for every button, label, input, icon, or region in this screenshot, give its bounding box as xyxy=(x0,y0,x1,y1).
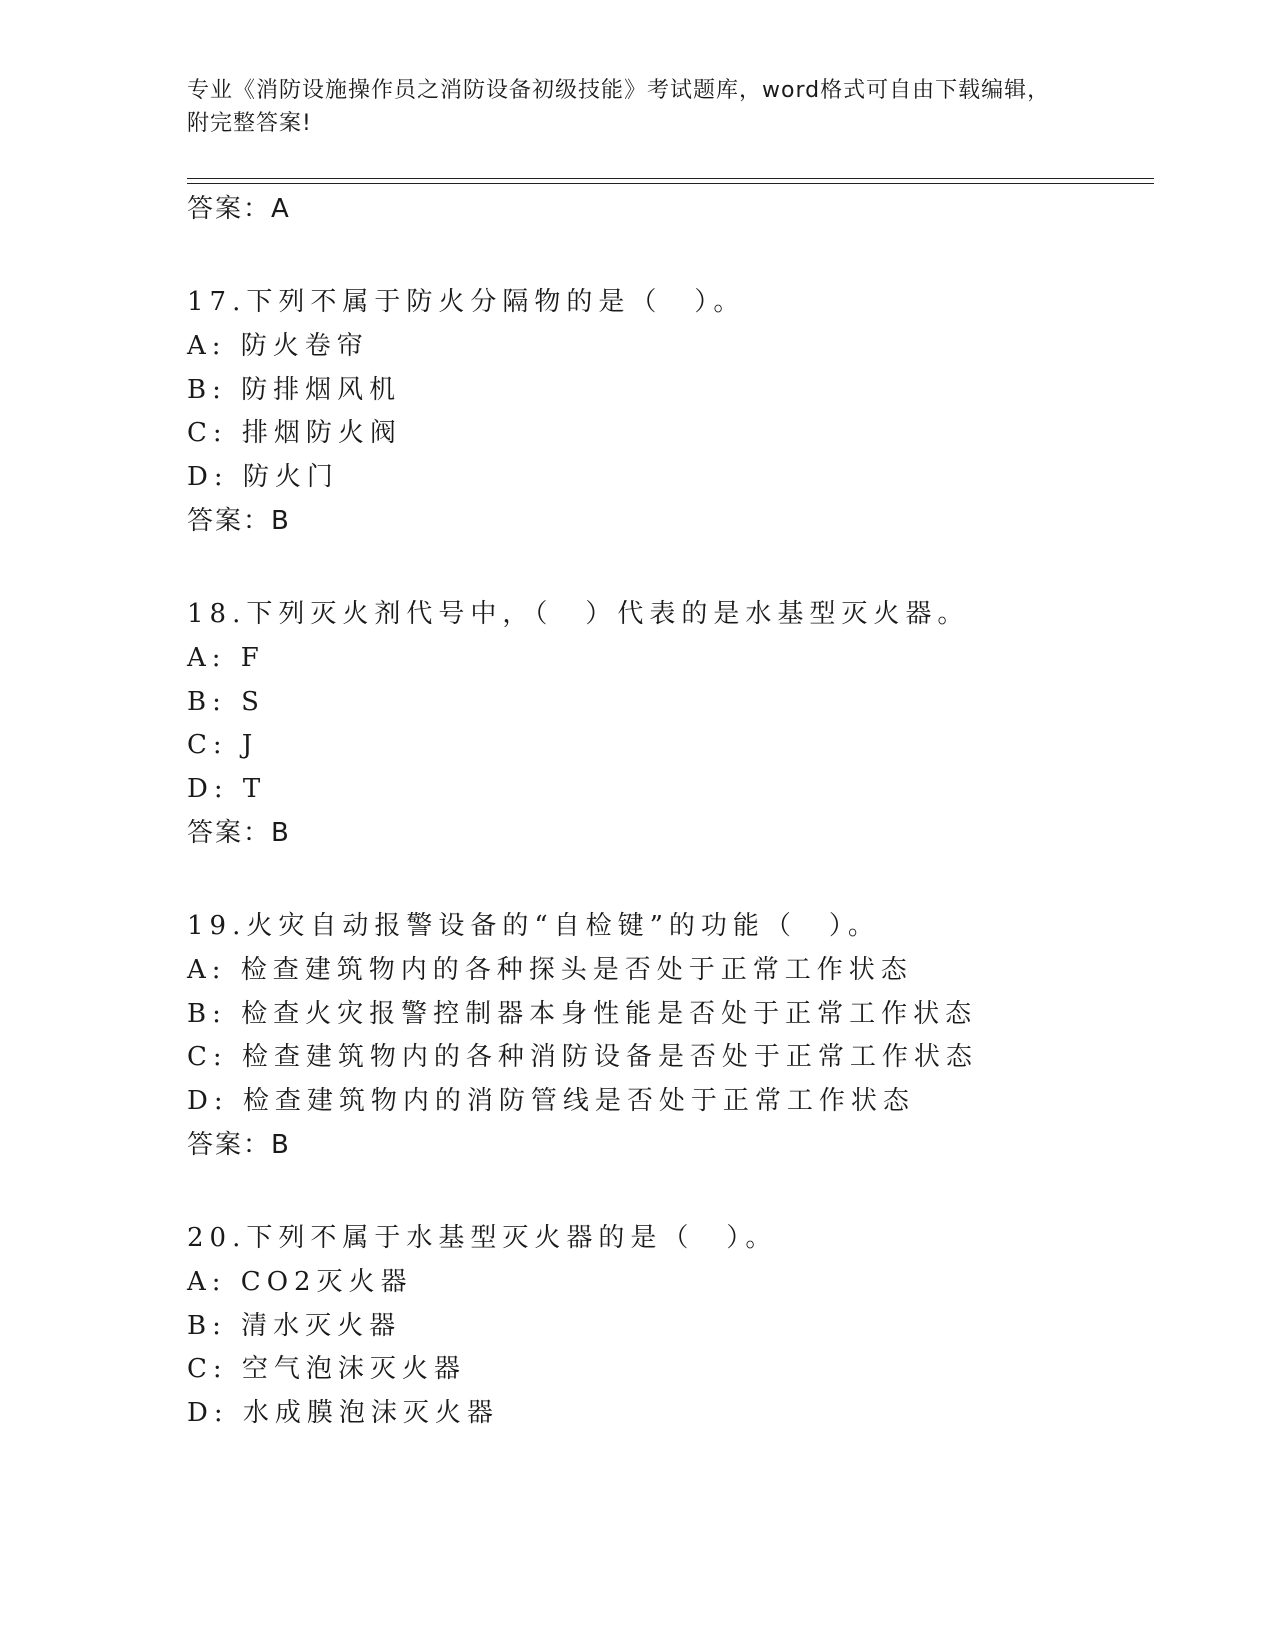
question-20-stem: 20.下列不属于水基型灭火器的是（ ）。 xyxy=(187,1223,778,1253)
question-19-option-d: D: 检查建筑物内的消防管线是否处于正常工作状态 xyxy=(187,1086,915,1116)
question-17-stem: 17.下列不属于防火分隔物的是（ ）。 xyxy=(187,287,746,317)
question-19-option-a: A: 检查建筑物内的各种探头是否处于正常工作状态 xyxy=(187,955,913,985)
question-17-answer: 答案：B xyxy=(187,506,291,536)
question-20-option-a: A: CO2灭火器 xyxy=(187,1267,413,1297)
question-18-stem: 18.下列灭火剂代号中，（ ）代表的是水基型灭火器。 xyxy=(187,599,970,629)
question-18-option-a: A: F xyxy=(187,643,265,673)
question-18-option-c: C: J xyxy=(187,730,259,760)
document-header: 专业《消防设施操作员之消防设备初级技能》考试题库，word格式可自由下载编辑，附完整答案! xyxy=(187,78,1051,136)
question-19-option-c: C: 检查建筑物内的各种消防设备是否处于正常工作状态 xyxy=(187,1042,978,1072)
question-17-option-b: B: 防排烟风机 xyxy=(187,375,402,405)
question-19-stem: 19.火灾自动报警设备的“自检键”的功能（ ）。 xyxy=(187,911,880,941)
question-20-option-d: D: 水成膜泡沫灭火器 xyxy=(187,1398,499,1428)
header-divider-top xyxy=(187,178,1154,179)
question-17-option-a: A: 防火卷帘 xyxy=(187,331,369,361)
answer-line: 答案：A xyxy=(187,194,291,224)
question-17-option-d: D: 防火门 xyxy=(187,462,339,492)
question-19-option-b: B: 检查火灾报警控制器本身性能是否处于正常工作状态 xyxy=(187,999,978,1029)
question-18-option-d: D: T xyxy=(187,774,267,804)
question-20-option-c: C: 空气泡沫灭火器 xyxy=(187,1354,466,1384)
question-17-option-c: C: 排烟防火阀 xyxy=(187,418,402,448)
question-20-option-b: B: 清水灭火器 xyxy=(187,1311,402,1341)
question-18-option-b: B: S xyxy=(187,687,265,717)
question-18-answer: 答案：B xyxy=(187,818,291,848)
question-19-answer: 答案：B xyxy=(187,1130,291,1160)
header-divider-bottom xyxy=(187,183,1154,184)
